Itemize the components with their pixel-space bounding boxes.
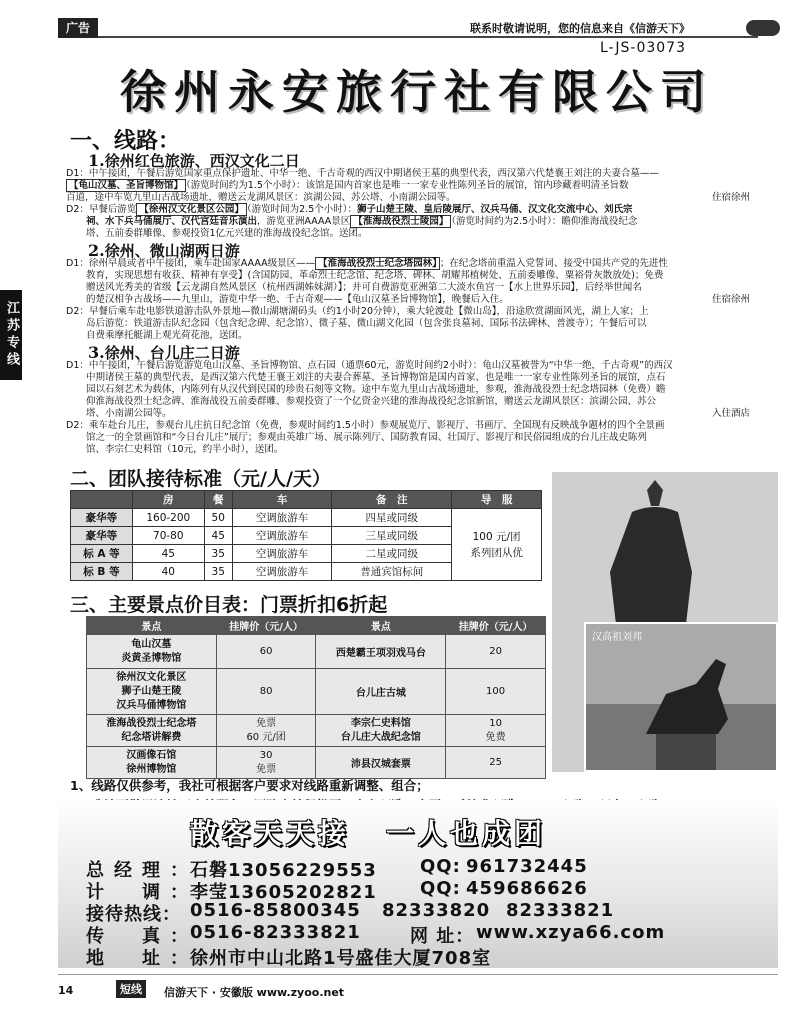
ad-code: L-JS-03073	[600, 40, 686, 56]
photo-caption: 汉高祖刘邦	[592, 632, 642, 643]
prices-table: 景点 挂牌价（元/人） 景点 挂牌价（元/人） 龟山汉墓 炎黄圣博物馆 60 西楚霸王项羽戏马台 20 徐州汉文化景区 狮子山楚王陵 汉兵马俑博物馆 80 台儿庄古城 100 淮海战役烈士纪念塔 纪念塔讲解费 免票 60 元/团 李宗仁史料馆 台儿庄大战纪念馆 10 免费 汉画像石馆 徐州博物馆 30 免票 沛县汉城套票 25	[86, 616, 546, 779]
header-note: 联系时敬请说明，您的信息来自《信游天下》	[470, 22, 690, 35]
route-3-text: D1：中午接团，午餐后游览游览龟山汉墓、圣旨博物馆、点石园（通票60元，游览时间约2小时）：龟山汉墓被誉为“中华一绝，千古奇观”的西汉 中期诸侯王墓的典型代表，是西汉第六代楚王襄王刘注的夫妻合葬墓、圣旨博物馆是国内首家、也是唯一一家专业性陈列圣旨的展馆，点石 园以石刻艺术为载体，内陈列有从汉代到民国的珍贵石刻等文物。途中车览九里山古战场遗址，参观，淮海战役烈士纪念塔园林（免费）瞻 仰淮海战役烈士纪念碑、淮海战役五前委群雕、参观投资了一个亿资金兴建的淮海战役纪念馆新馆，赠送云龙湖风景区：滨湖公园、苏公 塔、小南湖公园等。 入住酒店 D2：乘车赴台儿庄，参观台儿庄抗日纪念馆（免费，参观时间约1.5小时）参观展览厅、影视厅、书画厅、全国现有反映战争题材的四个全景画 馆之一的全景画馆和“今日台儿庄”展厅；参观由英雄广场、展示陈列厅、国防教育园、壮国厅、影视厅和民俗园组成的台儿庄战史陈列 馆、李宗仁史料馆（10元，约半小时），送团。	[66, 360, 750, 455]
footer-text: 信游天下 · 安徽版 www.zyoo.net	[164, 986, 345, 999]
contact-block: 总经理： 石磐13056229553 QQ: 961732445 计 调： 李莹13605202821 QQ: 459686626 接待热线： 0516-85800345 82333820 82333821 传 真： 0516-82333821 网 址： www.xzya66.com 地 址： 徐州市中山北路1号盛佳大厦708室	[86, 856, 666, 969]
standards-table: 房 餐 车 备 注 导 服 豪华等 160-200 50 空调旅游车 四星或同级 100 元/团 系列团从优 豪华等 70-80 45 空调旅游车 三星或同级 标 A 等 45 35 空调旅游车 二星或同级 标 B 等 40 35 空调旅游车 普通宾馆标间	[70, 490, 542, 581]
table-row: 标 B 等 40 35 空调旅游车 普通宾馆标间	[71, 563, 542, 581]
routes-heading: 一、线路：	[70, 129, 181, 154]
magazine-logo-icon	[746, 20, 780, 36]
footer-tag: 短线	[116, 980, 146, 998]
table-row: 豪华等 70-80 45 空调旅游车 三星或同级	[71, 527, 542, 545]
table-row: 汉画像石馆 徐州博物馆 30 免票 沛县汉城套票 25	[87, 747, 546, 779]
standards-heading: 二、团队接待标准（元/人/天）	[70, 468, 331, 490]
note-1: 1、线路仅供参考，我社可根据客户要求对线路重新调整、组合；	[70, 778, 429, 793]
side-tab: 江苏专线	[0, 290, 22, 380]
ad-tag: 广告	[58, 18, 98, 38]
route-2-text: D1：徐州早晨或者中午接团，乘车赴国家AAAA级景区—— 【淮海战役烈士纪念塔园林】 ；在纪念塔前重温入党誓词、接受中国共产党的先进性 教育，实现思想有收获、精神有享受】(含国防园、革命烈士纪念馆、纪念塔、碑林、胡耀邦植树处、五前委雕像、粟裕骨灰散放处)；免费 赠送风光秀美的省级【云龙湖自然风景区（杭州西湖姊妹湖）】；并可自费游览亚洲第二大淡水鱼宫一【水上世界乐园】，后经举世闻名 的楚汉相争古战场——九里山，游览中华一绝、千古奇观——【龟山汉墓圣旨博物馆】，晚餐后入住。 住宿徐州 D2：早餐后乘车赴电影铁道游击队外景地—微山湖塘湖码头（约1小时20分钟），乘大轮渡赴【微山岛】，沿途欣赏湖面风光，湖上人家；上 岛后游览：铁道游击队纪念园（包含纪念碑、纪念馆）、微子墓、微山湖文化园（包含张良墓祠、国际书法碑林、普渡寺）；午餐后可以 自费乘摩托艇湖上观光荷花池，送团。	[66, 258, 750, 341]
route-1-title: 1.徐州红色旅游、西汉文化二日	[88, 151, 300, 170]
table-row: 徐州汉文化景区 狮子山楚王陵 汉兵马俑博物馆 80 台儿庄古城 100	[87, 669, 546, 715]
page-number: 14	[58, 984, 74, 997]
table-row: 龟山汉墓 炎黄圣博物馆 60 西楚霸王项羽戏马台 20	[87, 635, 546, 669]
table-row: 淮海战役烈士纪念塔 纪念塔讲解费 免票 60 元/团 李宗仁史料馆 台儿庄大战纪念馆 10 免费	[87, 715, 546, 747]
route-2-title: 2.徐州、微山湖两日游	[88, 241, 240, 260]
table-row: 豪华等 160-200 50 空调旅游车 四星或同级 100 元/团 系列团从优	[71, 509, 542, 527]
prices-heading: 三、主要景点价目表：门票折扣6折起	[70, 594, 388, 616]
route-1-text: D1：中午接团，午餐后游览国家重点保护遗址、中华一绝、千古奇观的西汉中期诸侯王墓的典型代表，西汉第六代楚襄王刘注的夫妻合墓—— 【龟山汉墓、圣旨博物馆】 （游览时间约为1.5个小时）：该馆是国内首家也是唯一一家专业性陈列圣旨的展馆，馆内珍藏着明清圣旨数 百道，途中车览九里山古战场遗址，赠送云龙湖风景区：滨湖公园、苏公塔、小南湖公园等。 住宿徐州 D2：早餐后游览 【徐州汉文化景区公园】 （游览时间为2.5个小时）：狮子山楚王陵、皇后陵展厅、汉兵马俑、汉文化交流中心、刘氏宗 祠、水下兵马俑展厅、汉代宫廷音乐演出，游览亚洲AAAA景区 【淮海战役烈士陵园】 （游览时间约为2.5小时）：瞻仰淮海战役纪念 塔、五前委群雕像、参观投资1亿元兴建的淮海战役纪念馆。送团。	[66, 168, 750, 239]
slogan: 散客天天接 一人也成团	[190, 817, 547, 850]
page-title: 徐州永安旅行社有限公司	[120, 65, 714, 119]
table-row: 标 A 等 45 35 空调旅游车 二星或同级	[71, 545, 542, 563]
route-3-title: 3.徐州、台儿庄二日游	[88, 343, 240, 362]
horse-statue-photo	[584, 622, 778, 772]
